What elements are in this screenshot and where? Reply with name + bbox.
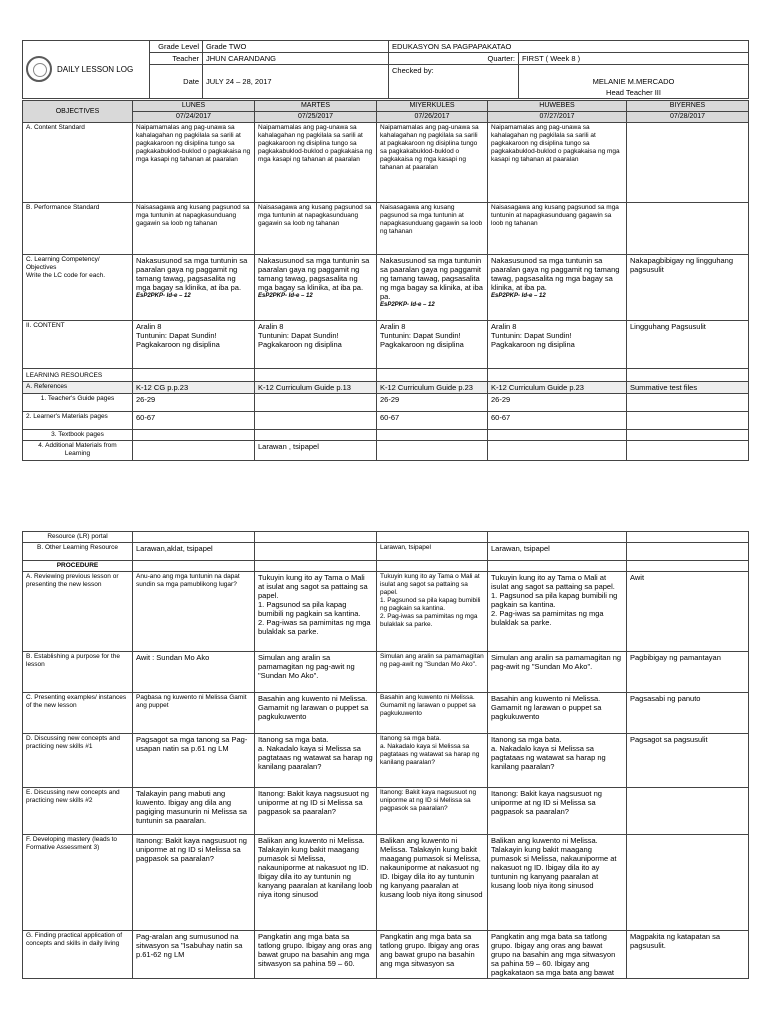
- other-resources-mon: Larawan,aklat, tsipapel: [133, 543, 255, 561]
- content-standard-label: A. Content Standard: [23, 123, 133, 203]
- discussing-2-tue: Itanong: Bakit kaya nagsusuot ng uniporme at ng ID si Melissa sa pagpasok sa paaralan?: [255, 788, 377, 835]
- discussing-2-row: [23, 788, 749, 835]
- practical-thu: Pangkatin ang mga bata sa tatlong grupo. Ibigay ang oras ang bawat grupo na basahin ang mga sitwasyon sa pahina 59 – 60. Ibigay ang pagkakataon sa mga bata ang bawat: [488, 931, 627, 979]
- pagkakaroon-mon: Pagkakaroon ng disiplina: [136, 340, 220, 349]
- learning-competency-mon-cell: [133, 255, 255, 321]
- other-resources-thu: Larawan, tsipapel: [488, 543, 627, 561]
- references-fri: Summative test files: [627, 382, 749, 394]
- checked-by-label: Checked by:: [389, 65, 519, 99]
- reviewing-tue: [255, 572, 377, 652]
- grade-level-value: Grade TWO: [203, 41, 389, 53]
- practical-fri: Magpakita ng katapatan sa pagsusulit.: [627, 931, 749, 979]
- additional-materials-label: 4. Additional Materials from Learning: [23, 441, 133, 461]
- reviewing-tue-2: 1. Pagsunod sa pila kapag bumibili ng pagkain sa kantina.: [258, 600, 361, 618]
- presenting-tue: Basahin ang kuwento ni Melissa. Gamamit ng larawan o puppet sa pagkukuwento: [255, 693, 377, 734]
- purpose-mon: Awit : Sundan Mo Ako: [133, 652, 255, 693]
- discussing-1-tue-2: a. Nakadalo kaya si Melissa sa pagtataas ng watawat sa harap ng kanilang paaralan?: [258, 744, 373, 771]
- reviewing-thu-1: Tukuyin kung ito ay Tama o Mali at isulat ang sagot sa pattaing sa papel.: [491, 573, 615, 591]
- reviewing-thu-3: 2. Pag-iwas sa pamimitas ng mga bulaklak sa parke.: [491, 609, 604, 627]
- teachers-guide-row: [23, 394, 749, 412]
- learning-competency-tue: Nakasusunod sa mga tuntunin sa paaralan gaya ng paggamit ng tamang tawag, pagsasalita ng mga bagay sa klinika, at iba pa.: [258, 256, 370, 292]
- reviewing-row: [23, 572, 749, 652]
- reviewing-thu: [488, 572, 627, 652]
- discussing-2-thu: Itanong: Bakit kaya nagsusuot ng uniporme at ng ID si Melissa sa pagpasok sa paaralan?: [488, 788, 627, 835]
- content-label: II. CONTENT: [23, 321, 133, 369]
- procedure-row: [23, 561, 749, 572]
- lc-code-mon: EsP2PKP- Id-e – 12: [136, 293, 191, 299]
- presenting-label: C. Presenting examples/ instances of the new lesson: [23, 693, 133, 734]
- discussing-2-mon: Talakayin pang mabuti ang kuwento. Ibigay ang dila ang pagiging masunurin ni Melissa sa tuntunin sa paaralan.: [133, 788, 255, 835]
- practical-tue: Pangkatin ang mga bata sa tatlong grupo. Ibigay ang oras ang bawat grupo na basahin ang mga sitwasyon sa pahina 59 – 60.: [255, 931, 377, 979]
- learning-competency-sub: Write the LC code for each.: [26, 272, 106, 279]
- tuesday-date: 07/25/2017: [255, 112, 377, 123]
- content-mon: [133, 321, 255, 369]
- mastery-thu: Balikan ang kuwento ni Melissa. Talakayin kung bakit maagang pumasok si Melissa, nakauniporme at nakasuot ng ID. Ibigay dila ito ay tuntunin ng kanyang paaralan at kusang loob niya itong sinusod: [488, 835, 627, 931]
- lesson-table-page-1: [22, 100, 749, 461]
- discussing-1-thu-1: Itanong sa mga bata.: [491, 735, 562, 744]
- thursday-header: HUWEBES: [488, 101, 627, 112]
- learning-competency-row: [23, 255, 749, 321]
- learning-competency-mon: Nakasusunod sa mga tuntunin sa paaralan gaya ng paggamit ng tamang tawag, pagsasalita ng mga bagay sa klinika, at iba pa.: [136, 256, 248, 292]
- content-standard-fri: [627, 123, 749, 203]
- content-standard-thu: Naipamamalas ang pag-unawa sa kahalagahan ng pagkilala sa sarili at pagkakaroon ng disiplina tungo sa pagkakabuklod-buklod o pagkakaisa ng mga kasapi ng tahanan at paaralan: [488, 123, 627, 203]
- mastery-row: [23, 835, 749, 931]
- lc-code-tue: EsP2PKP- Id-e – 12: [258, 293, 313, 299]
- aralin-tue: Aralin 8: [258, 322, 284, 331]
- tuntunin-tue: Tuntunin: Dapat Sundin!: [258, 331, 339, 340]
- lr-portal-label: Resource (LR) portal: [23, 532, 133, 543]
- other-resources-tue: [255, 543, 377, 561]
- tuntunin-wed: Tuntunin: Dapat Sundin!: [380, 331, 461, 340]
- learning-resources-row: [23, 369, 749, 382]
- learning-competency-wed-cell: [377, 255, 488, 321]
- performance-standard-wed: Naisasagawa ang kusang pagsunod sa mga tuntunin at napagkasunduang gagawin sa loob ng tahanan: [377, 203, 488, 255]
- performance-standard-mon: Naisasagawa ang kusang pagsunod sa mga tuntunin at napagkasunduang gagawin sa loob ng tahanan: [133, 203, 255, 255]
- content-wed: [377, 321, 488, 369]
- learning-competency-wed: Nakasusunod sa mga tuntunin sa paaralan gaya ng paggamit ng tamang tawag, pagsasalita ng mga bagay sa klinika, at iba pa.: [380, 256, 483, 301]
- other-resources-wed: Larawan, tsipapel: [377, 543, 488, 561]
- learning-resources-label: LEARNING RESOURCES: [23, 369, 133, 382]
- reviewing-label: A. Reviewing previous lesson or presenting the new lesson: [23, 572, 133, 652]
- learners-materials-mon: 60-67: [133, 412, 255, 430]
- learning-competency-fri: Nakapagbibigay ng lingguhang pagsusulit: [627, 255, 749, 321]
- discussing-1-tue: [255, 734, 377, 788]
- purpose-tue: Simulan ang aralin sa pamamagitan ng pag-awit ng "Sundan Mo Ako".: [255, 652, 377, 693]
- discussing-1-row: [23, 734, 749, 788]
- logo-cell: [23, 41, 150, 99]
- reviewing-wed-2: 1. Pagsunod sa pila kapag bumibili ng pagkain sa kantina.: [380, 597, 481, 612]
- reviewing-thu-2: 1. Pagsunod sa pila kapag bumibili ng pagkain sa kantina.: [491, 591, 618, 609]
- checker-name: MELANIE M.MERCADO: [519, 65, 749, 87]
- textbook-row: [23, 430, 749, 441]
- learning-competency-label-cell: [23, 255, 133, 321]
- learners-materials-fri: [627, 412, 749, 430]
- learners-materials-thu: 60-67: [488, 412, 627, 430]
- learners-materials-row: [23, 412, 749, 430]
- reviewing-wed-3: 2. Pag-iwas sa pamimitas ng mga bulaklak sa parke.: [380, 613, 478, 628]
- header-table: [22, 40, 749, 99]
- performance-standard-thu: Naisasagawa ang kusang pagsunod sa mga tuntunin at napagkasunduang gagawin sa loob ng tahanan: [488, 203, 627, 255]
- content-standard-row: [23, 123, 749, 203]
- day-header-row: [23, 101, 749, 112]
- lc-code-thu: EsP2PKP- Id-e – 12: [491, 293, 546, 299]
- content-thu: [488, 321, 627, 369]
- learners-materials-tue: [255, 412, 377, 430]
- other-resources-label: B. Other Learning Resource: [23, 543, 133, 561]
- log-title: DAILY LESSON LOG: [57, 64, 134, 74]
- discussing-1-wed-2: a. Nakadalo kaya si Melissa sa pagtataas ng watawat sa harap ng kanilang paaralan?: [380, 743, 480, 766]
- reviewing-wed-1: Tukuyin kung ito ay Tama o Mali at isulat ang sagot sa pattaing sa papel.: [380, 573, 480, 596]
- references-row: [23, 382, 749, 394]
- lr-portal-row: [23, 532, 749, 543]
- objectives-header: OBJECTIVES: [23, 101, 133, 123]
- discussing-1-mon: Pagsagot sa mga tanong sa Pag-usapan natin sa p.61 ng LM: [133, 734, 255, 788]
- reviewing-mon: Anu-ano ang mga tuntunin na dapat sundin sa mga pamublikong lugar?: [133, 572, 255, 652]
- discussing-1-label: D. Discussing new concepts and practicing new skills #1: [23, 734, 133, 788]
- practical-row: [23, 931, 749, 979]
- reviewing-tue-1: Tukuyin kung ito ay Tama o Mali at isulat ang sagot sa pattaing sa papel.: [258, 573, 368, 600]
- quarter-label: Quarter:: [389, 53, 519, 65]
- tuntunin-thu: Tuntunin: Dapat Sundin!: [491, 331, 572, 340]
- tuesday-header: MARTES: [255, 101, 377, 112]
- presenting-wed: Basahin ang kuwento ni Melissa. Gumamit ng larawan o puppet sa pagkukuwento: [377, 693, 488, 734]
- mastery-tue: Balikan ang kuwento ni Melissa. Talakayin kung bakit maagang pumasok si Melissa, nakauniporme at nakasuot ng ID. Ibigay dila ito ay tuntunin ng kanyang paaralan at kanilang loob niya itong sinusod: [255, 835, 377, 931]
- discussing-2-label: E. Discussing new concepts and practicing new skills #2: [23, 788, 133, 835]
- discussing-1-thu-2: a. Nakadalo kaya si Melissa sa pagtataas ng watawat sa harap ng kanilang paaralan?: [491, 744, 606, 771]
- pagkakaroon-thu: Pagkakaroon ng disiplina: [491, 340, 575, 349]
- learning-competency-thu: Nakasusunod sa mga tuntunin sa paaralan gaya ng paggamit ng tamang tawag, pagsasalita ng mga bagay sa klinika, at iba pa.: [491, 256, 620, 292]
- tuntunin-mon: Tuntunin: Dapat Sundin!: [136, 331, 217, 340]
- additional-materials-tue: Larawan , tsipapel: [255, 441, 377, 461]
- learners-materials-wed: 60-67: [377, 412, 488, 430]
- presenting-thu: Basahin ang kuwento ni Melissa. Gamamit ng larawan o puppet sa pagkukuwento: [488, 693, 627, 734]
- textbook-label: 3. Textbook pages: [23, 430, 133, 441]
- purpose-fri: Pagbibigay ng pamantayan: [627, 652, 749, 693]
- discussing-1-wed: [377, 734, 488, 788]
- teachers-guide-tue: [255, 394, 377, 412]
- discussing-1-thu: [488, 734, 627, 788]
- discussing-1-wed-1: Itanong sa mga bata.: [380, 735, 442, 742]
- performance-standard-label: B. Performance Standard: [23, 203, 133, 255]
- teachers-guide-label: 1. Teacher's Guide pages: [23, 394, 133, 412]
- practical-wed: Pangkatin ang mga bata sa tatlong grupo. Ibigay ang oras ang bawat grupo na basahin ang mga sitwasyon sa: [377, 931, 488, 979]
- checker-title: Head Teacher III: [519, 87, 749, 99]
- discussing-2-fri: [627, 788, 749, 835]
- pagkakaroon-wed: Pagkakaroon ng disiplina: [380, 340, 464, 349]
- reviewing-wed: [377, 572, 488, 652]
- presenting-fri: Pagsasabi ng panuto: [627, 693, 749, 734]
- content-row: [23, 321, 749, 369]
- date-label: Date: [150, 65, 203, 99]
- monday-date: 07/24/2017: [133, 112, 255, 123]
- content-standard-mon: Naipamamalas ang pag-unawa sa kahalagahan ng pagkilala sa sarili at pagkakaroon ng disiplina tungo sa pagkakabuklod-buklod o pagkakaisa ng mga kasapi ng tahanan at paaralan: [133, 123, 255, 203]
- purpose-wed: Simulan ang aralin sa pamamagitan ng pag-awit ng "Sundan Mo Ako".: [377, 652, 488, 693]
- presenting-mon: Pagbasa ng kuwento ni Melissa Gamit ang puppet: [133, 693, 255, 734]
- teachers-guide-fri: [627, 394, 749, 412]
- reviewing-tue-3: 2. Pag-iwas sa pamimitas ng mga bulaklak sa parke.: [258, 618, 371, 636]
- learning-competency-label: C. Learning Competency/ Objectives: [26, 256, 100, 271]
- deped-seal: [26, 56, 52, 82]
- references-label: A. References: [23, 382, 133, 394]
- quarter-value: FIRST ( Week 8 ): [519, 53, 749, 65]
- discussing-2-wed: Itanong: Bakit kaya nagsusuot ng uniporme at ng ID si Melissa sa pagpasok sa paaralan?: [377, 788, 488, 835]
- content-fri: Lingguhang Pagsusulit: [627, 321, 749, 369]
- aralin-mon: Aralin 8: [136, 322, 162, 331]
- reviewing-fri: Awit: [627, 572, 749, 652]
- purpose-thu: Simulan ang aralin sa pamamagitan ng pag-awit ng "Sundan Mo Ako".: [488, 652, 627, 693]
- procedure-label: PROCEDURE: [23, 561, 133, 572]
- subject-value: EDUKASYON SA PAGPAPAKATAO: [389, 41, 749, 53]
- discussing-1-tue-1: Itanong sa mga bata.: [258, 735, 329, 744]
- friday-header: BIYERNES: [627, 101, 749, 112]
- aralin-wed: Aralin 8: [380, 322, 406, 331]
- wednesday-date: 07/26/2017: [377, 112, 488, 123]
- aralin-thu: Aralin 8: [491, 322, 517, 331]
- mastery-fri: [627, 835, 749, 931]
- presenting-row: [23, 693, 749, 734]
- date-value: JULY 24 – 28, 2017: [203, 65, 389, 99]
- lc-code-wed: EsP2PKP- Id-e – 12: [380, 302, 435, 308]
- other-resources-fri: [627, 543, 749, 561]
- mastery-label: F. Developing mastery (leads to Formative Assessment 3): [23, 835, 133, 931]
- purpose-label: B. Establishing a purpose for the lesson: [23, 652, 133, 693]
- teacher-value: JHUN CARANDANG: [203, 53, 389, 65]
- references-mon: K-12 CG p.p.23: [133, 382, 255, 394]
- content-standard-wed: Naipamamalas ang pag-unawa sa kahalagahan ng pagkilala sa sarili at pagkakaroon ng disiplina tungo sa pagkakabuklod-buklod o pagkakaisa ng mga kasapi ng tahanan at paaralan: [377, 123, 488, 203]
- grade-level-label: Grade Level: [150, 41, 203, 53]
- other-resources-row: [23, 543, 749, 561]
- content-tue: [255, 321, 377, 369]
- teachers-guide-mon: 26-29: [133, 394, 255, 412]
- performance-standard-fri: [627, 203, 749, 255]
- lesson-table-page-2: [22, 531, 749, 979]
- mastery-wed: Balikan ang kuwento ni Melissa. Talakayin kung bakit maagang pumasok si Melissa, nakauniporme at nakasuot ng ID. Ibigay dila ito ay tuntunin ng kanyang paaralan at kusang loob niya itong sinusod: [377, 835, 488, 931]
- references-wed: K-12 Curriculum Guide p.23: [377, 382, 488, 394]
- practical-label: G. Finding practical application of concepts and skills in daily living: [23, 931, 133, 979]
- friday-date: 07/28/2017: [627, 112, 749, 123]
- teacher-label: Teacher: [150, 53, 203, 65]
- references-thu: K-12 Curriculum Guide p.23: [488, 382, 627, 394]
- discussing-1-fri: Pagsagot sa pagsusulit: [627, 734, 749, 788]
- content-standard-tue: Naipamamalas ang pag-unawa sa kahalagahan ng pagkilala sa sarili at pagkakaroon ng disiplina tungo sa pagkakabuklod-buklod o pagkakaisa ng mga kasapi ng tahanan at paaralan: [255, 123, 377, 203]
- learning-competency-thu-cell: [488, 255, 627, 321]
- additional-materials-row: [23, 441, 749, 461]
- learning-competency-tue-cell: [255, 255, 377, 321]
- thursday-date: 07/27/2017: [488, 112, 627, 123]
- pagkakaroon-tue: Pagkakaroon ng disiplina: [258, 340, 342, 349]
- performance-standard-row: [23, 203, 749, 255]
- teachers-guide-wed: 26-29: [377, 394, 488, 412]
- practical-mon: Pag-aralan ang sumusunod na sitwasyon sa "Isabuhay natin sa p.61-62 ng LM: [133, 931, 255, 979]
- mastery-mon: Itanong: Bakit kaya nagsusuot ng uniporme at ng ID si Melissa sa pagpasok sa paaralan?: [133, 835, 255, 931]
- wednesday-header: MIYERKULES: [377, 101, 488, 112]
- teachers-guide-thu: 26-29: [488, 394, 627, 412]
- monday-header: LUNES: [133, 101, 255, 112]
- learners-materials-label: 2. Learner's Materials pages: [23, 412, 133, 430]
- references-tue: K-12 Curriculum Guide p.13: [255, 382, 377, 394]
- performance-standard-tue: Naisasagawa ang kusang pagsunod sa mga tuntunin at napagkasunduang gagawin sa loob ng tahanan: [255, 203, 377, 255]
- purpose-row: [23, 652, 749, 693]
